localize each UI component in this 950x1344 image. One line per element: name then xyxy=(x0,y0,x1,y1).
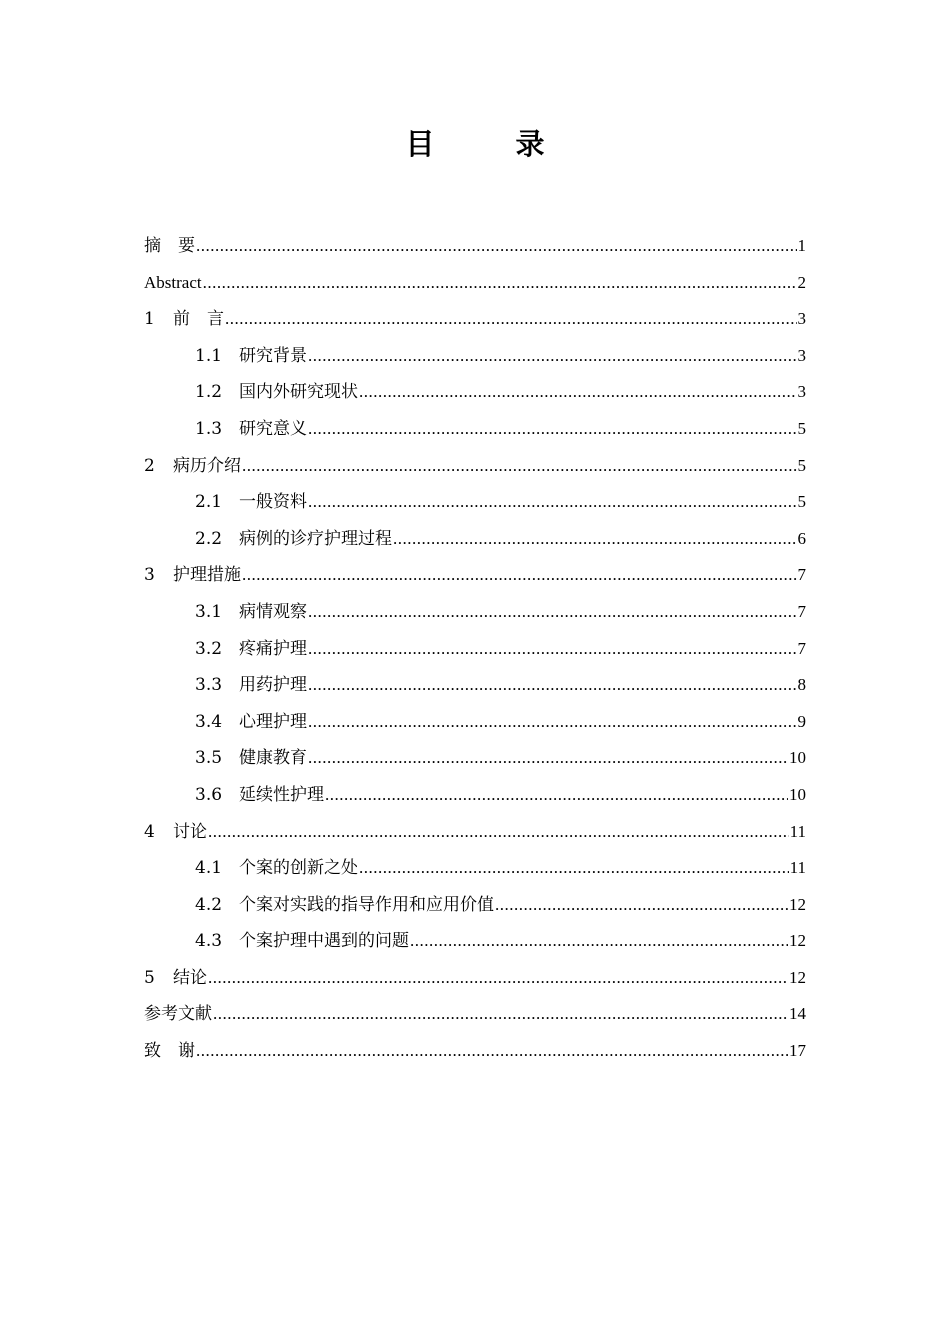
toc-page-number: 10 xyxy=(789,748,806,768)
toc-page-number: 5 xyxy=(797,455,806,475)
toc-page-number: 12 xyxy=(789,931,806,951)
toc-entry[interactable] xyxy=(144,374,806,411)
dot-leader xyxy=(308,740,788,776)
toc-entry-title: 病例的诊疗护理过程 xyxy=(239,528,392,549)
dot-leader xyxy=(410,923,788,959)
toc-entry[interactable] xyxy=(144,1033,806,1070)
toc-page-number: 7 xyxy=(797,565,806,585)
toc-entry-number: 2.2 xyxy=(195,528,223,549)
toc-entry-title: 研究背景 xyxy=(239,345,307,366)
page-title: 目 录 xyxy=(405,127,571,161)
toc-entry-title: 个案护理中遇到的问题 xyxy=(239,931,409,952)
toc-entry-title: 国内外研究现状 xyxy=(239,382,358,403)
toc-entry[interactable] xyxy=(144,265,806,302)
toc-entry[interactable] xyxy=(144,411,806,448)
dot-leader xyxy=(208,960,788,996)
toc-entry[interactable] xyxy=(144,740,806,777)
toc-entry-number: 4.3 xyxy=(195,931,223,952)
dot-leader xyxy=(203,265,797,301)
toc-page-number: 11 xyxy=(789,821,806,841)
toc-entry-title: 疼痛护理 xyxy=(239,638,307,659)
dot-leader xyxy=(242,448,797,484)
toc-entry-title: 结论 xyxy=(173,967,207,988)
toc-entry[interactable] xyxy=(144,996,806,1033)
dot-leader xyxy=(196,228,797,264)
dot-leader xyxy=(242,557,797,593)
toc-entry[interactable] xyxy=(144,484,806,521)
toc-page-number: 14 xyxy=(789,1004,806,1024)
toc-entry-title: 护理措施 xyxy=(173,565,241,586)
dot-leader xyxy=(495,887,788,923)
dot-leader xyxy=(308,484,797,520)
toc-entry[interactable] xyxy=(144,301,806,338)
dot-leader xyxy=(225,301,797,337)
toc-entry-number: 5 xyxy=(144,967,155,988)
toc-entry[interactable] xyxy=(144,521,806,558)
dot-leader xyxy=(308,667,797,703)
toc-page-number: 10 xyxy=(789,784,806,804)
dot-leader xyxy=(308,338,797,374)
toc-entry-number: 4.1 xyxy=(195,858,223,879)
toc-entry-title: 健康教育 xyxy=(239,748,307,769)
table-of-contents xyxy=(144,228,806,1070)
toc-entry[interactable] xyxy=(144,887,806,924)
toc-entry-number: 1 xyxy=(144,309,155,330)
toc-page-number: 3 xyxy=(797,382,806,402)
dot-leader xyxy=(393,521,797,557)
toc-entry-number: 4 xyxy=(144,821,155,842)
toc-entry-title: 研究意义 xyxy=(239,418,307,439)
toc-entry[interactable] xyxy=(144,667,806,704)
toc-page-number: 3 xyxy=(797,345,806,365)
toc-page-number: 5 xyxy=(797,492,806,512)
toc-entry[interactable] xyxy=(144,814,806,851)
toc-entry-title: 讨论 xyxy=(173,821,207,842)
toc-entry-title: 一般资料 xyxy=(239,492,307,513)
toc-entry-title: 摘 要 xyxy=(144,236,195,256)
toc-entry-title: 个案的创新之处 xyxy=(239,858,358,879)
toc-entry-title: 病历介绍 xyxy=(173,455,241,476)
toc-entry[interactable] xyxy=(144,704,806,741)
toc-entry-title: 前 言 xyxy=(173,309,224,330)
toc-page-number: 17 xyxy=(789,1041,806,1061)
toc-entry-number: 4.2 xyxy=(195,894,223,915)
dot-leader xyxy=(196,1033,788,1069)
toc-entry-number: 3.6 xyxy=(195,784,223,805)
toc-entry-number: 3.2 xyxy=(195,638,223,659)
toc-entry[interactable] xyxy=(144,557,806,594)
toc-entry-title: 心理护理 xyxy=(239,711,307,732)
toc-page-number: 1 xyxy=(797,236,806,255)
toc-page-number: 11 xyxy=(789,858,806,878)
toc-entry-title: 致 谢 xyxy=(144,1041,195,1062)
toc-page-number: 12 xyxy=(789,894,806,914)
toc-page-number: 7 xyxy=(797,601,806,621)
toc-entry-number: 3.1 xyxy=(195,601,223,622)
toc-entry-title: Abstract xyxy=(144,272,202,292)
toc-entry-number: 2 xyxy=(144,455,155,476)
toc-entry-number: 1.3 xyxy=(195,418,223,439)
toc-page-number: 6 xyxy=(797,528,806,548)
dot-leader xyxy=(308,704,797,740)
toc-page-number: 3 xyxy=(797,309,806,329)
dot-leader xyxy=(359,374,797,410)
toc-entry[interactable] xyxy=(144,448,806,485)
toc-page-number: 2 xyxy=(797,272,806,292)
toc-entry-title: 参考文献 xyxy=(144,1004,212,1025)
toc-page-number: 12 xyxy=(789,967,806,987)
toc-entry[interactable] xyxy=(144,923,806,960)
toc-entry[interactable] xyxy=(144,228,806,265)
toc-entry[interactable] xyxy=(144,850,806,887)
toc-entry-number: 3.5 xyxy=(195,748,223,769)
dot-leader xyxy=(308,594,797,630)
toc-entry-number: 3.4 xyxy=(195,711,223,732)
toc-page-number: 8 xyxy=(797,675,806,695)
toc-entry[interactable] xyxy=(144,594,806,631)
toc-entry[interactable] xyxy=(144,960,806,997)
toc-entry-number: 1.1 xyxy=(195,345,223,366)
toc-entry-title: 个案对实践的指导作用和应用价值 xyxy=(239,894,494,915)
toc-entry-number: 3 xyxy=(144,565,155,586)
toc-entry-title: 用药护理 xyxy=(239,675,307,696)
dot-leader xyxy=(359,850,789,886)
dot-leader xyxy=(208,814,789,850)
toc-entry-number: 3.3 xyxy=(195,675,223,696)
dot-leader xyxy=(308,411,797,447)
dot-leader xyxy=(213,996,788,1032)
dot-leader xyxy=(308,631,797,667)
dot-leader xyxy=(325,777,788,813)
toc-entry-number: 1.2 xyxy=(195,382,223,403)
toc-page-number: 5 xyxy=(797,418,806,438)
toc-page-number: 9 xyxy=(797,711,806,731)
toc-entry[interactable] xyxy=(144,777,806,814)
toc-entry[interactable] xyxy=(144,338,806,375)
toc-entry[interactable] xyxy=(144,631,806,668)
toc-page-number: 7 xyxy=(797,638,806,658)
toc-entry-title: 延续性护理 xyxy=(239,784,324,805)
toc-entry-title: 病情观察 xyxy=(239,601,307,622)
toc-entry-number: 2.1 xyxy=(195,492,223,513)
